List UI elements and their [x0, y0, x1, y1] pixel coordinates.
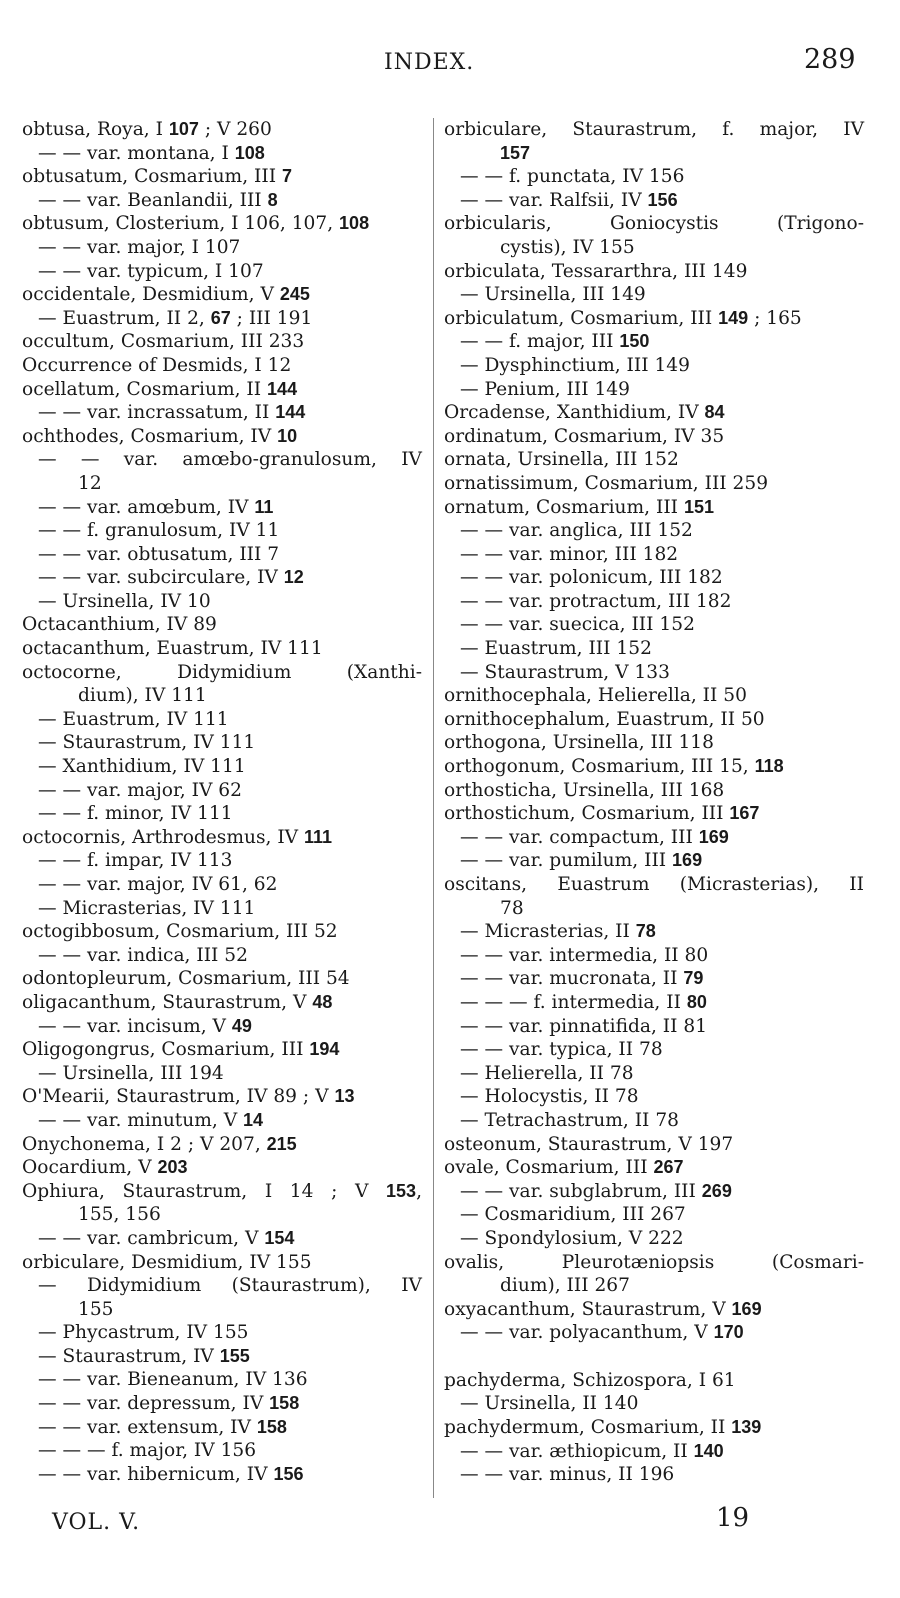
index-entry: — Staurastrum, IV 155 [38, 1345, 250, 1367]
index-entry: — — var. depressum, IV 158 [38, 1393, 300, 1415]
index-entry: — — var. incrassatum, II 144 [38, 402, 306, 424]
index-entry: — — var. anglica, III 152 [460, 520, 693, 542]
index-entry: Orcadense, Xanthidium, IV 84 [444, 402, 725, 424]
index-entry: octogibbosum, Cosmarium, III 52 [22, 921, 338, 943]
index-entry: Occurrence of Desmids, I 12 [22, 354, 292, 376]
bold-page-ref: 267 [653, 1157, 684, 1178]
index-entry: — Staurastrum, IV 111 [38, 732, 256, 754]
index-entry: — — f. major, III 150 [460, 331, 650, 353]
bold-page-ref: 153 [386, 1180, 417, 1201]
bold-page-ref: 194 [309, 1039, 340, 1060]
index-entry: ornithocephala, Helierella, II 50 [444, 685, 747, 707]
index-entry: occidentale, Desmidium, V 245 [22, 284, 310, 306]
index-entry: — Micrasterias, II 78 [460, 921, 656, 943]
index-entry: — — var. subcirculare, IV 12 [38, 567, 304, 589]
index-entry: — — var. polonicum, III 182 [460, 567, 723, 589]
index-entry: — — var. intermedia, II 80 [460, 944, 709, 966]
bold-page-ref: 151 [683, 496, 714, 517]
index-entry: — Euastrum, III 152 [460, 638, 652, 660]
index-entry: — Xanthidium, IV 111 [38, 756, 246, 778]
index-entry: — — var. polyacanthum, V 170 [460, 1322, 744, 1344]
index-entry: obtusum, Closterium, I 106, 107, 108 [22, 213, 370, 235]
index-entry: orbiculatum, Cosmarium, III 149 ; 165 [444, 307, 802, 329]
index-entry: — — var. typica, II 78 [460, 1039, 663, 1061]
bold-page-ref: 67 [210, 307, 231, 328]
index-entry: — — var. extensum, IV 158 [38, 1416, 287, 1438]
column-divider [433, 118, 434, 1498]
index-entry: — — f. impar, IV 113 [38, 850, 233, 872]
index-entry: — — — f. intermedia, II 80 [460, 991, 707, 1013]
index-entry: orthosticha, Ursinella, III 168 [444, 779, 725, 801]
index-column-right [444, 118, 864, 1487]
bold-page-ref: 149 [718, 307, 749, 328]
index-entry: ocellatum, Cosmarium, II 144 [22, 378, 298, 400]
index-entry: — — var. protractum, III 182 [460, 590, 732, 612]
index-entry: — — var. montana, I 108 [38, 142, 265, 164]
index-entry: Oocardium, V 203 [22, 1157, 188, 1179]
index-entry: O'Mearii, Staurastrum, IV 89 ; V 13 [22, 1086, 355, 1108]
index-entry: — Didymidium (Staurastrum), IV 155 [38, 1275, 422, 1320]
bold-page-ref: 139 [731, 1417, 762, 1438]
index-entry: oscitans, Euastrum (Micrasterias), II 78 [444, 874, 864, 919]
index-entry: ornithocephalum, Euastrum, II 50 [444, 708, 765, 730]
bold-page-ref: 111 [304, 826, 333, 847]
index-entry: — — var. minus, II 196 [460, 1464, 675, 1486]
index-entry: ornatissimum, Cosmarium, III 259 [444, 472, 769, 494]
page-header [0, 44, 900, 88]
index-column-left [22, 118, 422, 1486]
bold-page-ref: 79 [683, 968, 704, 989]
bold-page-ref: 140 [693, 1440, 724, 1461]
bold-page-ref: 107 [168, 119, 199, 139]
index-entry: pachydermum, Cosmarium, II 139 [444, 1417, 762, 1439]
bold-page-ref: 167 [729, 803, 760, 824]
index-entry: — — var. major, IV 62 [38, 779, 242, 801]
index-entry: — — var. suecica, III 152 [460, 614, 695, 636]
index-entry: ordinatum, Cosmarium, IV 35 [444, 425, 725, 447]
index-entry: — — var. amœbum, IV 11 [38, 496, 274, 518]
index-entry: — Ursinella, III 149 [460, 284, 646, 306]
index-entry: — Penium, III 149 [460, 378, 630, 400]
index-entry: ovale, Cosmarium, III 267 [444, 1157, 684, 1179]
index-entry: — Tetrachastrum, II 78 [460, 1109, 679, 1131]
index-entry: — Helierella, II 78 [460, 1062, 634, 1084]
page-title: INDEX. [384, 50, 475, 75]
bold-page-ref: 245 [279, 284, 310, 305]
index-entry: — Euastrum, IV 111 [38, 708, 229, 730]
index-entry: — — var. æthiopicum, II 140 [460, 1440, 724, 1462]
index-entry: — — f. minor, IV 111 [38, 803, 233, 825]
bold-page-ref: 170 [713, 1322, 744, 1343]
index-entry: — — — f. major, IV 156 [38, 1440, 257, 1462]
index-entry: — — var. pumilum, III 169 [460, 850, 703, 872]
index-entry: pachyderma, Schizospora, I 61 [444, 1369, 736, 1391]
index-entry: octacanthum, Euastrum, IV 111 [22, 638, 323, 660]
bold-page-ref: 156 [647, 189, 678, 210]
index-entry: — — var. obtusatum, III 7 [38, 543, 280, 565]
bold-page-ref: 203 [157, 1157, 188, 1178]
bold-page-ref: 11 [254, 496, 274, 517]
bold-page-ref: 156 [273, 1463, 304, 1484]
bold-page-ref: 12 [283, 567, 304, 588]
index-entry: orthogona, Ursinella, III 118 [444, 732, 714, 754]
bold-page-ref: 154 [264, 1227, 295, 1248]
bold-page-ref: 118 [754, 756, 784, 777]
index-entry: — Micrasterias, IV 111 [38, 897, 256, 919]
bold-page-ref: 80 [686, 991, 707, 1012]
bold-page-ref: 48 [312, 991, 333, 1012]
index-entry: — — f. punctata, IV 156 [460, 166, 685, 188]
index-entry: — — var. major, IV 61, 62 [38, 874, 278, 895]
index-entry: oxyacanthum, Staurastrum, V 169 [444, 1298, 762, 1320]
index-entry: — — var. cambricum, V 154 [38, 1227, 295, 1249]
section-gap [444, 1345, 864, 1369]
index-entry: — Holocystis, II 78 [460, 1086, 639, 1108]
bold-page-ref: 13 [334, 1086, 355, 1107]
index-entry: — — var. mucronata, II 79 [460, 968, 704, 990]
bold-page-ref: 269 [701, 1180, 732, 1201]
index-entry: — — var. Bieneanum, IV 136 [38, 1369, 308, 1391]
index-entry: octocorne, Didymidium (Xanthi- dium), IV 111 [22, 661, 422, 707]
index-entry: — Ursinella, II 140 [460, 1393, 639, 1415]
index-entry: — Ursinella, IV 10 [38, 590, 211, 612]
index-entry: ovalis, Pleurotæniopsis (Cosmari- dium), III 267 [444, 1251, 864, 1297]
index-entry: orbiculare, Staurastrum, f. major, IV 157 [444, 119, 864, 163]
bold-page-ref: 158 [256, 1416, 287, 1437]
page-number: 289 [804, 44, 856, 75]
index-entry: — — var. minor, III 182 [460, 543, 679, 565]
index-entry: osteonum, Staurastrum, V 197 [444, 1133, 734, 1155]
index-entry: — — var. subglabrum, III 269 [460, 1180, 732, 1202]
index-entry: — — f. granulosum, IV 11 [38, 520, 280, 542]
bold-page-ref: 14 [243, 1109, 264, 1130]
index-entry: — — var. incisum, V 49 [38, 1015, 252, 1037]
index-entry: obtusa, Roya, I 107 ; V 260 [22, 119, 272, 140]
volume-label: VOL. V. [52, 1510, 141, 1535]
bold-page-ref: 49 [231, 1015, 252, 1036]
bold-page-ref: 215 [266, 1133, 297, 1154]
index-entry: — Ursinella, III 194 [38, 1062, 224, 1084]
bold-page-ref: 84 [704, 402, 725, 423]
bold-page-ref: 108 [234, 142, 265, 163]
index-entry: oligacanthum, Staurastrum, V 48 [22, 991, 333, 1013]
index-entry: — — var. compactum, III 169 [460, 826, 729, 848]
index-entry: orbiculata, Tessararthra, III 149 [444, 260, 748, 282]
index-entry: — — var. amœbo-granulosum, IV 12 [38, 449, 422, 494]
bold-page-ref: 150 [619, 331, 650, 352]
index-entry: ornatum, Cosmarium, III 151 [444, 496, 714, 518]
index-entry: odontopleurum, Cosmarium, III 54 [22, 968, 350, 990]
index-entry: Onychonema, I 2 ; V 207, 215 [22, 1133, 297, 1155]
index-entry: — Euastrum, II 2, 67 ; III 191 [38, 307, 313, 329]
bold-page-ref: 144 [275, 402, 306, 423]
bold-page-ref: 155 [219, 1345, 250, 1366]
index-entry: — — var. Ralfsii, IV 156 [460, 189, 678, 211]
index-entry: — — var. minutum, V 14 [38, 1109, 264, 1131]
index-entry: — Spondylosium, V 222 [460, 1227, 684, 1249]
bold-page-ref: 169 [698, 826, 729, 847]
index-entry: — Phycastrum, IV 155 [38, 1322, 249, 1344]
index-entry: — Cosmaridium, III 267 [460, 1204, 686, 1226]
index-entry: obtusatum, Cosmarium, III 7 [22, 166, 292, 188]
bold-page-ref: 157 [500, 142, 531, 163]
index-entry: ornata, Ursinella, III 152 [444, 449, 679, 471]
index-entry: — — var. hibernicum, IV 156 [38, 1463, 304, 1485]
index-entry: — — var. typicum, I 107 [38, 260, 264, 282]
index-entry: — — var. major, I 107 [38, 236, 241, 258]
index-entry: orthogonum, Cosmarium, III 15, 118 [444, 756, 784, 778]
bold-page-ref: 108 [339, 213, 370, 234]
index-entry: orbiculare, Desmidium, IV 155 [22, 1251, 312, 1273]
index-entry: orbicularis, Goniocystis (Trigono- cystis), IV 155 [444, 213, 864, 258]
index-entry: — — var. pinnatifida, II 81 [460, 1015, 708, 1037]
bold-page-ref: 169 [731, 1298, 762, 1319]
index-entry: — — var. indica, III 52 [38, 944, 248, 966]
bold-page-ref: 169 [672, 850, 703, 871]
index-entry: octocornis, Arthrodesmus, IV 111 [22, 826, 333, 848]
index-entry: Octacanthium, IV 89 [22, 614, 217, 636]
bold-page-ref: 158 [269, 1393, 300, 1414]
bold-page-ref: 8 [267, 189, 278, 210]
index-entry: ochthodes, Cosmarium, IV 10 [22, 425, 298, 447]
index-entry: orthostichum, Cosmarium, III 167 [444, 803, 760, 825]
index-entry: — Dysphinctium, III 149 [460, 354, 690, 376]
bold-page-ref: 78 [635, 921, 656, 942]
bold-page-ref: 10 [277, 425, 298, 446]
index-entry: — Staurastrum, V 133 [460, 661, 670, 683]
index-entry: occultum, Cosmarium, III 233 [22, 331, 305, 353]
bold-page-ref: 144 [267, 378, 298, 399]
index-entry: Oligogongrus, Cosmarium, III 194 [22, 1039, 340, 1061]
bold-page-ref: 7 [281, 166, 292, 187]
signature-mark: 19 [716, 1503, 750, 1533]
index-entry: Ophiura, Staurastrum, I 14 ; V 153, 155, 156 [22, 1180, 422, 1226]
index-entry: — — var. Beanlandii, III 8 [38, 189, 278, 211]
